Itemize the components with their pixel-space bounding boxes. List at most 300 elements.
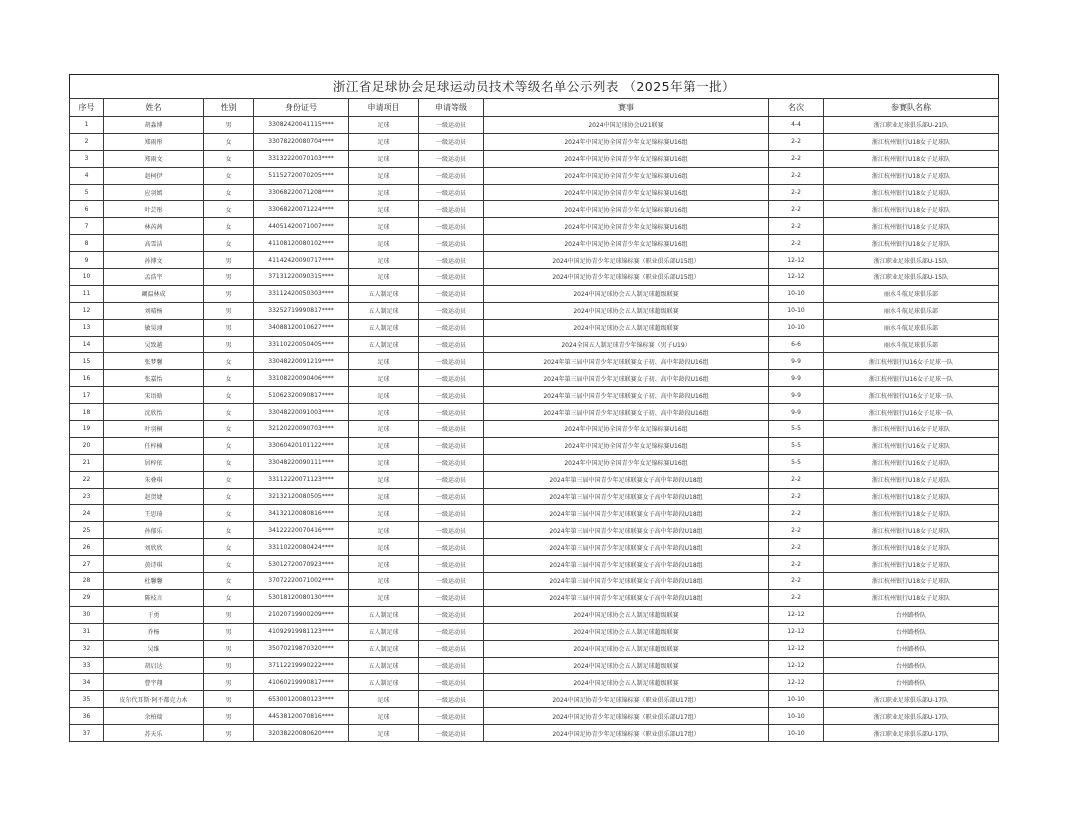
cell-event-type: 足球 <box>349 167 419 184</box>
cell-team: 浙江职业足球俱乐部U-17队 <box>824 708 999 725</box>
cell-team: 浙江杭州银行U18女子足球队 <box>824 488 999 505</box>
cell-name: 沈欣怡 <box>104 404 204 421</box>
cell-level: 一级运动员 <box>419 218 484 235</box>
cell-level: 一级运动员 <box>419 302 484 319</box>
cell-gender: 男 <box>204 606 254 623</box>
cell-rank: 10-10 <box>769 319 824 336</box>
cell-team: 浙江杭州银行U16女子足球队 <box>824 454 999 471</box>
cell-team: 浙江杭州银行U16女子足球一队 <box>824 353 999 370</box>
table-row <box>70 404 999 421</box>
cell-rank: 6-6 <box>769 336 824 353</box>
cell-gender: 女 <box>204 353 254 370</box>
cell-level: 一级运动员 <box>419 184 484 201</box>
cell-id-number: 41142420090717**** <box>254 252 349 269</box>
cell-level: 一级运动员 <box>419 623 484 640</box>
cell-level: 一级运动员 <box>419 150 484 167</box>
cell-level: 一级运动员 <box>419 589 484 606</box>
cell-gender: 女 <box>204 235 254 252</box>
cell-event-type: 足球 <box>349 471 419 488</box>
cell-team: 浙江杭州银行U18女子足球队 <box>824 539 999 556</box>
cell-level: 一级运动员 <box>419 421 484 438</box>
cell-gender: 女 <box>204 404 254 421</box>
cell-event-type: 五人制足球 <box>349 674 419 691</box>
cell-team: 台州路桥队 <box>824 606 999 623</box>
cell-competition: 2024年中国足协全国青少年女足锦标赛U16组 <box>484 218 769 235</box>
cell-competition: 2024全国五人制足球青少年锦标赛（男子U19） <box>484 336 769 353</box>
cell-level: 一级运动员 <box>419 404 484 421</box>
cell-level: 一级运动员 <box>419 471 484 488</box>
cell-event-type: 足球 <box>349 488 419 505</box>
table-row <box>70 285 999 302</box>
table-row <box>70 353 999 370</box>
cell-event-type: 五人制足球 <box>349 606 419 623</box>
cell-name: 杜馨馨 <box>104 573 204 590</box>
cell-team: 浙江职业足球俱乐部U-17队 <box>824 725 999 742</box>
cell-name: 张嘉怡 <box>104 370 204 387</box>
cell-gender: 男 <box>204 708 254 725</box>
cell-competition: 2024中国足球协会五人制足球超级联赛 <box>484 623 769 640</box>
table-row <box>70 252 999 269</box>
cell-event-type: 足球 <box>349 201 419 218</box>
table-row <box>70 319 999 336</box>
cell-event-type: 足球 <box>349 556 419 573</box>
cell-team: 台州路桥队 <box>824 623 999 640</box>
cell-gender: 女 <box>204 133 254 150</box>
cell-level: 一级运动员 <box>419 573 484 590</box>
cell-team: 浙江杭州银行U18女子足球队 <box>824 573 999 590</box>
cell-event-type: 五人制足球 <box>349 336 419 353</box>
cell-event-type: 足球 <box>349 539 419 556</box>
cell-id-number: 33108220090406**** <box>254 370 349 387</box>
cell-rank: 2-2 <box>769 471 824 488</box>
cell-name: 林芮茜 <box>104 218 204 235</box>
cell-gender: 女 <box>204 387 254 404</box>
cell-id-number: 51152720070205**** <box>254 167 349 184</box>
cell-name: 叶芸彤 <box>104 201 204 218</box>
cell-event-type: 足球 <box>349 370 419 387</box>
cell-name: 孙郁乐 <box>104 522 204 539</box>
cell-team: 浙江杭州银行U18女子足球队 <box>824 201 999 218</box>
col-header-level: 申请等级 <box>419 99 484 117</box>
cell-competition: 2024年第三届中国青少年足球联赛女子高中年龄段U18组 <box>484 589 769 606</box>
cell-gender: 男 <box>204 623 254 640</box>
cell-competition: 2024年中国足协全国青少年女足锦标赛U16组 <box>484 150 769 167</box>
cell-team: 浙江杭州银行U18女子足球队 <box>824 556 999 573</box>
cell-team: 浙江职业足球俱乐部U-17队 <box>824 691 999 708</box>
col-header-rank: 名次 <box>769 99 824 117</box>
cell-team: 浙江杭州银行U16女子足球一队 <box>824 387 999 404</box>
cell-level: 一级运动员 <box>419 708 484 725</box>
cell-index: 4 <box>70 167 104 184</box>
cell-team: 浙江职业足球俱乐部U-21队 <box>824 117 999 134</box>
cell-event-type: 足球 <box>349 218 419 235</box>
cell-gender: 男 <box>204 252 254 269</box>
cell-competition: 2024年中国足协全国青少年女足锦标赛U16组 <box>484 167 769 184</box>
table-row <box>70 370 999 387</box>
cell-rank: 9-9 <box>769 387 824 404</box>
cell-index: 36 <box>70 708 104 725</box>
cell-index: 7 <box>70 218 104 235</box>
cell-gender: 女 <box>204 218 254 235</box>
cell-event-type: 五人制足球 <box>349 285 419 302</box>
cell-team: 丽水斗航足球俱乐部 <box>824 319 999 336</box>
cell-level: 一级运动员 <box>419 133 484 150</box>
cell-level: 一级运动员 <box>419 606 484 623</box>
cell-index: 20 <box>70 437 104 454</box>
cell-rank: 5-5 <box>769 454 824 471</box>
cell-team: 浙江杭州银行U18女子足球队 <box>824 589 999 606</box>
cell-index: 35 <box>70 691 104 708</box>
cell-rank: 2-2 <box>769 218 824 235</box>
cell-index: 17 <box>70 387 104 404</box>
cell-team: 浙江杭州银行U18女子足球队 <box>824 167 999 184</box>
cell-level: 一级运动员 <box>419 437 484 454</box>
cell-event-type: 足球 <box>349 505 419 522</box>
table-row <box>70 454 999 471</box>
cell-level: 一级运动员 <box>419 353 484 370</box>
col-header-name: 姓名 <box>104 99 204 117</box>
cell-name: 高雪洁 <box>104 235 204 252</box>
cell-level: 一级运动员 <box>419 674 484 691</box>
table-row <box>70 167 999 184</box>
cell-level: 一级运动员 <box>419 117 484 134</box>
cell-team: 丽水斗航足球俱乐部 <box>824 336 999 353</box>
cell-id-number: 41092919981123**** <box>254 623 349 640</box>
cell-id-number: 33078220080704**** <box>254 133 349 150</box>
cell-competition: 2024年中国足协全国青少年女足锦标赛U16组 <box>484 184 769 201</box>
cell-index: 29 <box>70 589 104 606</box>
cell-level: 一级运动员 <box>419 387 484 404</box>
table-title: 浙江省足球协会足球运动员技术等级名单公示列表 （2025年第一批） <box>69 74 999 98</box>
cell-competition: 2024年中国足协全国青少年女足锦标赛U16组 <box>484 421 769 438</box>
cell-gender: 男 <box>204 691 254 708</box>
cell-team: 浙江杭州银行U18女子足球队 <box>824 184 999 201</box>
cell-name: 胡淼博 <box>104 117 204 134</box>
cell-event-type: 足球 <box>349 708 419 725</box>
cell-rank: 10-10 <box>769 285 824 302</box>
cell-id-number: 53018120080130**** <box>254 589 349 606</box>
cell-rank: 12-12 <box>769 252 824 269</box>
table-row <box>70 539 999 556</box>
cell-name: 郑雨文 <box>104 150 204 167</box>
cell-event-type: 足球 <box>349 522 419 539</box>
cell-index: 14 <box>70 336 104 353</box>
table-row <box>70 589 999 606</box>
cell-team: 丽水斗航足球俱乐部 <box>824 302 999 319</box>
cell-gender: 女 <box>204 488 254 505</box>
cell-name: 吴维 <box>104 640 204 657</box>
cell-competition: 2024中国足球协会五人制足球超级联赛 <box>484 302 769 319</box>
cell-gender: 男 <box>204 117 254 134</box>
cell-event-type: 五人制足球 <box>349 640 419 657</box>
cell-rank: 2-2 <box>769 556 824 573</box>
cell-index: 1 <box>70 117 104 134</box>
table-row <box>70 691 999 708</box>
cell-level: 一级运动员 <box>419 505 484 522</box>
cell-id-number: 33048220090111**** <box>254 454 349 471</box>
col-header-event-type: 申请项目 <box>349 99 419 117</box>
cell-index: 10 <box>70 269 104 286</box>
cell-id-number: 33110220050405**** <box>254 336 349 353</box>
cell-index: 34 <box>70 674 104 691</box>
cell-level: 一级运动员 <box>419 252 484 269</box>
cell-id-number: 44538120070816**** <box>254 708 349 725</box>
cell-index: 21 <box>70 454 104 471</box>
cell-id-number: 33068220071208**** <box>254 184 349 201</box>
cell-gender: 女 <box>204 201 254 218</box>
cell-id-number: 37072220071002**** <box>254 573 349 590</box>
cell-id-number: 34088120010627**** <box>254 319 349 336</box>
cell-team: 丽水斗航足球俱乐部 <box>824 285 999 302</box>
cell-name: 王思琦 <box>104 505 204 522</box>
cell-competition: 2024年中国足协全国青少年女足锦标赛U16组 <box>484 133 769 150</box>
cell-index: 9 <box>70 252 104 269</box>
cell-id-number: 33048220091219**** <box>254 353 349 370</box>
cell-team: 浙江杭州银行U16女子足球队 <box>824 437 999 454</box>
cell-team: 浙江杭州银行U18女子足球队 <box>824 133 999 150</box>
table-row <box>70 269 999 286</box>
table-row <box>70 556 999 573</box>
document-sheet <box>69 74 998 742</box>
cell-name: 刘晴杨 <box>104 302 204 319</box>
cell-event-type: 足球 <box>349 387 419 404</box>
cell-level: 一级运动员 <box>419 167 484 184</box>
cell-index: 25 <box>70 522 104 539</box>
cell-rank: 2-2 <box>769 201 824 218</box>
cell-index: 31 <box>70 623 104 640</box>
cell-id-number: 37131220090315**** <box>254 269 349 286</box>
table-row <box>70 657 999 674</box>
cell-gender: 女 <box>204 150 254 167</box>
table-row <box>70 640 999 657</box>
cell-event-type: 足球 <box>349 454 419 471</box>
cell-rank: 2-2 <box>769 184 824 201</box>
cell-rank: 10-10 <box>769 302 824 319</box>
cell-team: 浙江杭州银行U18女子足球队 <box>824 150 999 167</box>
table-row <box>70 150 999 167</box>
cell-event-type: 足球 <box>349 725 419 742</box>
cell-id-number: 32132120080505**** <box>254 488 349 505</box>
cell-id-number: 33110220080424**** <box>254 539 349 556</box>
cell-gender: 女 <box>204 184 254 201</box>
cell-name: 朱叠琪 <box>104 471 204 488</box>
cell-gender: 男 <box>204 336 254 353</box>
cell-event-type: 足球 <box>349 184 419 201</box>
table-row <box>70 336 999 353</box>
cell-index: 22 <box>70 471 104 488</box>
table-row <box>70 437 999 454</box>
cell-gender: 女 <box>204 573 254 590</box>
cell-gender: 女 <box>204 370 254 387</box>
athlete-list-table <box>69 74 999 742</box>
cell-event-type: 足球 <box>349 404 419 421</box>
cell-competition: 2024年中国足协全国青少年女足锦标赛U16组 <box>484 235 769 252</box>
cell-rank: 9-9 <box>769 353 824 370</box>
table-body <box>70 117 999 742</box>
cell-level: 一级运动员 <box>419 539 484 556</box>
table-row <box>70 725 999 742</box>
cell-rank: 4-4 <box>769 117 824 134</box>
cell-name: 郑雨彤 <box>104 133 204 150</box>
cell-index: 15 <box>70 353 104 370</box>
cell-competition: 2024年第三届中国青少年足球联赛女子初、高中年龄段U16组 <box>484 370 769 387</box>
cell-rank: 12-12 <box>769 606 824 623</box>
cell-rank: 12-12 <box>769 674 824 691</box>
cell-rank: 2-2 <box>769 539 824 556</box>
cell-rank: 10-10 <box>769 708 824 725</box>
cell-level: 一级运动员 <box>419 454 484 471</box>
cell-index: 24 <box>70 505 104 522</box>
cell-event-type: 足球 <box>349 353 419 370</box>
cell-index: 11 <box>70 285 104 302</box>
table-row <box>70 471 999 488</box>
cell-competition: 2024年第三届中国青少年足球联赛女子高中年龄段U18组 <box>484 488 769 505</box>
cell-event-type: 五人制足球 <box>349 623 419 640</box>
cell-rank: 2-2 <box>769 488 824 505</box>
cell-team: 浙江杭州银行U18女子足球队 <box>824 505 999 522</box>
cell-gender: 男 <box>204 285 254 302</box>
cell-name: 胡启达 <box>104 657 204 674</box>
cell-name: 于勇 <box>104 606 204 623</box>
cell-level: 一级运动员 <box>419 370 484 387</box>
cell-event-type: 足球 <box>349 117 419 134</box>
cell-level: 一级运动员 <box>419 201 484 218</box>
cell-level: 一级运动员 <box>419 556 484 573</box>
cell-event-type: 五人制足球 <box>349 319 419 336</box>
cell-index: 5 <box>70 184 104 201</box>
cell-event-type: 足球 <box>349 589 419 606</box>
cell-index: 37 <box>70 725 104 742</box>
cell-team: 浙江杭州银行U18女子足球队 <box>824 522 999 539</box>
cell-gender: 男 <box>204 319 254 336</box>
cell-id-number: 35070219870320**** <box>254 640 349 657</box>
cell-index: 19 <box>70 421 104 438</box>
cell-event-type: 足球 <box>349 235 419 252</box>
cell-id-number: 33048220091003**** <box>254 404 349 421</box>
cell-id-number: 53012720070923**** <box>254 556 349 573</box>
cell-id-number: 32038220080620**** <box>254 725 349 742</box>
cell-level: 一级运动员 <box>419 319 484 336</box>
cell-team: 台州路桥队 <box>824 640 999 657</box>
table-row <box>70 488 999 505</box>
table-row <box>70 133 999 150</box>
cell-gender: 男 <box>204 269 254 286</box>
cell-index: 12 <box>70 302 104 319</box>
cell-rank: 2-2 <box>769 573 824 590</box>
cell-level: 一级运动员 <box>419 488 484 505</box>
table-row <box>70 606 999 623</box>
cell-gender: 女 <box>204 454 254 471</box>
cell-index: 18 <box>70 404 104 421</box>
cell-gender: 男 <box>204 725 254 742</box>
cell-index: 30 <box>70 606 104 623</box>
cell-index: 33 <box>70 657 104 674</box>
cell-id-number: 34132120080816**** <box>254 505 349 522</box>
cell-event-type: 足球 <box>349 269 419 286</box>
table-row <box>70 184 999 201</box>
cell-rank: 5-5 <box>769 437 824 454</box>
header-row <box>70 99 999 117</box>
cell-name: 居梓依 <box>104 454 204 471</box>
cell-rank: 12-12 <box>769 269 824 286</box>
cell-id-number: 33132220070103**** <box>254 150 349 167</box>
cell-competition: 2024中国足协青少年足球锦标赛（职业俱乐部U15组） <box>484 269 769 286</box>
cell-index: 3 <box>70 150 104 167</box>
cell-competition: 2024中国足协青少年足球锦标赛（职业俱乐部U17组） <box>484 725 769 742</box>
cell-team: 浙江杭州银行U18女子足球队 <box>824 235 999 252</box>
cell-gender: 女 <box>204 167 254 184</box>
cell-gender: 女 <box>204 437 254 454</box>
cell-competition: 2024年第三届中国青少年足球联赛女子高中年龄段U18组 <box>484 505 769 522</box>
cell-id-number: 37112219990222**** <box>254 657 349 674</box>
cell-rank: 2-2 <box>769 150 824 167</box>
cell-event-type: 足球 <box>349 150 419 167</box>
table-row <box>70 505 999 522</box>
cell-id-number: 41108120080102**** <box>254 235 349 252</box>
cell-id-number: 51062320090817**** <box>254 387 349 404</box>
cell-rank: 9-9 <box>769 404 824 421</box>
cell-team: 台州路桥队 <box>824 674 999 691</box>
cell-name: 孟浩宇 <box>104 269 204 286</box>
cell-gender: 男 <box>204 302 254 319</box>
table-row <box>70 117 999 134</box>
cell-name: 吴致越 <box>104 336 204 353</box>
cell-index: 8 <box>70 235 104 252</box>
cell-event-type: 足球 <box>349 421 419 438</box>
cell-gender: 女 <box>204 505 254 522</box>
cell-event-type: 足球 <box>349 437 419 454</box>
cell-rank: 2-2 <box>769 235 824 252</box>
cell-gender: 女 <box>204 471 254 488</box>
cell-competition: 2024年第三届中国青少年足球联赛女子高中年龄段U18组 <box>484 539 769 556</box>
cell-gender: 男 <box>204 640 254 657</box>
cell-gender: 女 <box>204 421 254 438</box>
cell-id-number: 44051420071007**** <box>254 218 349 235</box>
cell-competition: 2024年中国足协全国青少年女足锦标赛U16组 <box>484 437 769 454</box>
col-header-team: 参赛队名称 <box>824 99 999 117</box>
cell-rank: 10-10 <box>769 691 824 708</box>
cell-gender: 女 <box>204 556 254 573</box>
cell-index: 28 <box>70 573 104 590</box>
table-row <box>70 302 999 319</box>
table-row <box>70 573 999 590</box>
cell-name: 黄诗琪 <box>104 556 204 573</box>
cell-gender: 女 <box>204 522 254 539</box>
cell-id-number: 65300120080123**** <box>254 691 349 708</box>
cell-competition: 2024年第三届中国青少年足球联赛女子高中年龄段U18组 <box>484 522 769 539</box>
cell-level: 一级运动员 <box>419 285 484 302</box>
cell-competition: 2024中国足球协会五人制足球超级联赛 <box>484 657 769 674</box>
cell-name: 皮尔代耳斯·阿不都克力木 <box>104 691 204 708</box>
cell-competition: 2024中国足球协会五人制足球超级联赛 <box>484 606 769 623</box>
table-row <box>70 201 999 218</box>
cell-competition: 2024中国足球协会五人制足球超级联赛 <box>484 640 769 657</box>
cell-competition: 2024中国足球协会五人制足球超级联赛 <box>484 285 769 302</box>
cell-index: 23 <box>70 488 104 505</box>
cell-id-number: 33068220071224**** <box>254 201 349 218</box>
cell-competition: 2024中国足协青少年足球锦标赛（职业俱乐部U17组） <box>484 691 769 708</box>
cell-name: 曹宇翔 <box>104 674 204 691</box>
cell-name: 任梓楠 <box>104 437 204 454</box>
table-row <box>70 708 999 725</box>
table-row <box>70 522 999 539</box>
cell-index: 13 <box>70 319 104 336</box>
cell-id-number: 32120220090703**** <box>254 421 349 438</box>
cell-index: 2 <box>70 133 104 150</box>
cell-team: 浙江杭州银行U16女子足球一队 <box>824 404 999 421</box>
cell-name: 乔杨 <box>104 623 204 640</box>
cell-competition: 2024年第三届中国青少年足球联赛女子初、高中年龄段U16组 <box>484 404 769 421</box>
